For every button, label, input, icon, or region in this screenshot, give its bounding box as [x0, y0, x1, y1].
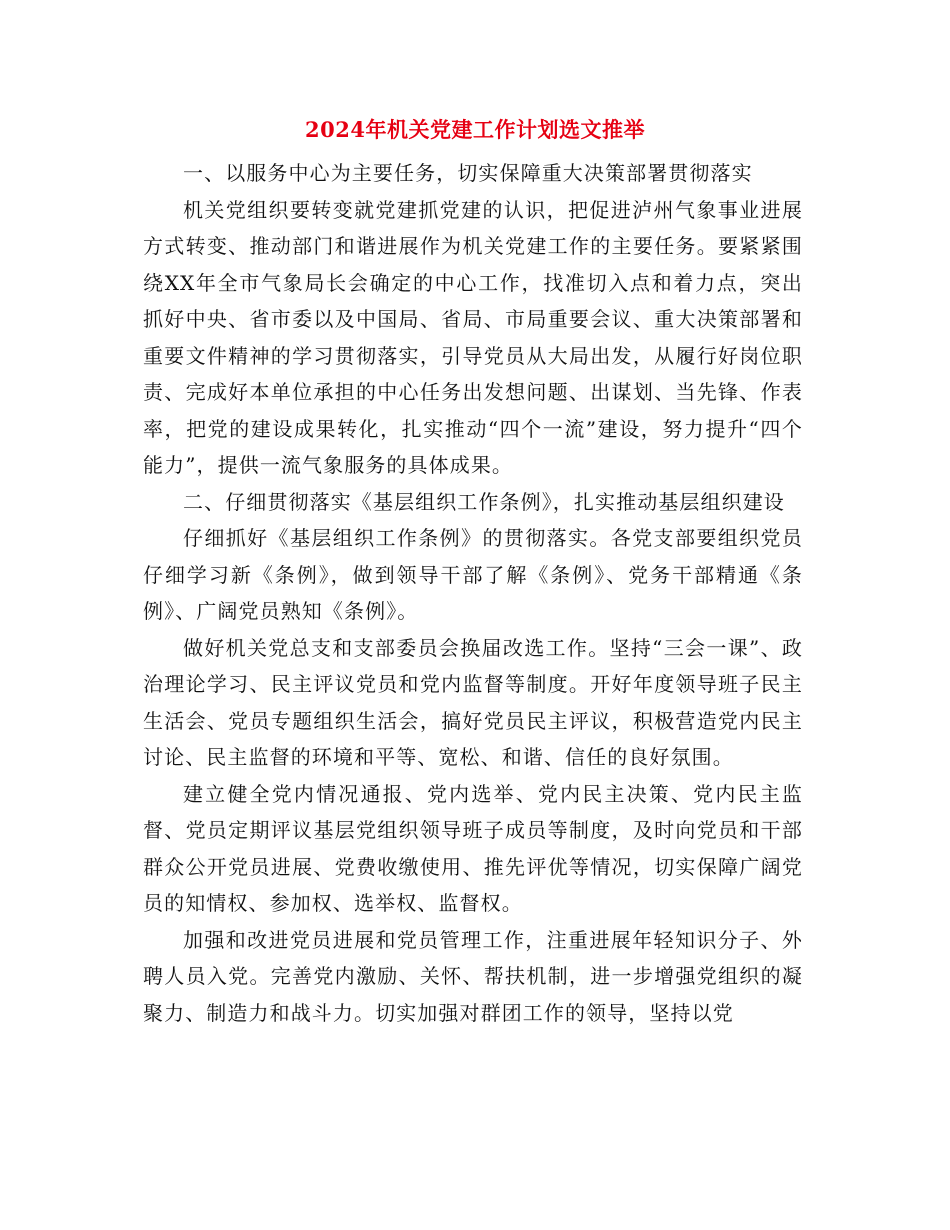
paragraph: 做好机关党总支和支部委员会换届改选工作。坚持“三会一课”、政治理论学习、民主评议党员和党内监督等制度。开好年度领导班子民主生活会、党员专题组织生活会，搞好党员民主评议，积极营造党内民主讨论、民主监督的环境和平等、宽松、和谐、信任的良好氛围。 [143, 635, 803, 769]
document-title: 2024年机关党建工作计划选文推举 [305, 117, 645, 142]
document-body [143, 155, 803, 1031]
paragraph: 仔细抓好《基层组织工作条例》的贯彻落实。各党支部要组织党员仔细学习新《条例》，做到领导干部了解《条例》、党务干部精通《条例》、广阔党员熟知《条例》。 [143, 526, 803, 623]
paragraph: 建立健全党内情况通报、党内选举、党内民主决策、党内民主监督、党员定期评议基层党组织领导班子成员等制度，及时向党员和干部群众公开党员进展、党费收缴使用、推先评优等情况，切实保障广阔党员的知情权、参加权、选举权、监督权。 [143, 781, 803, 915]
paragraph: 加强和改进党员进展和党员管理工作，注重进展年轻知识分子、外聘人员入党。完善党内激励、关怀、帮扶机制，进一步增强党组织的凝聚力、制造力和战斗力。切实加强对群团工作的领导，坚持以党 [143, 927, 803, 1025]
paragraph: 机关党组织要转变就党建抓党建的认识，把促进泸州气象事业进展方式转变、推动部门和谐进展作为机关党建工作的主要任务。要紧紧围绕XX年全市气象局长会确定的中心工作，找准切入点和着力点，突出抓好中央、省市委以及中国局、省局、市局重要会议、重大决策部署和重要文件精神的学习贯彻落实，引导党员从大局出发，从履行好岗位职责、完成好本单位承担的中心任务出发想问题、出谋划、当先锋、作表率，把党的建设成果转化，扎实推动“四个一流”建设，努力提升“四个能力”，提供一流气象服务的具体成果。 [143, 197, 803, 477]
section-heading-1: 一、以服务中心为主要任务，切实保障重大决策部署贯彻落实 [183, 161, 753, 185]
section-heading-2: 二、仔细贯彻落实《基层组织工作条例》，扎实推动基层组织建设 [183, 489, 785, 514]
